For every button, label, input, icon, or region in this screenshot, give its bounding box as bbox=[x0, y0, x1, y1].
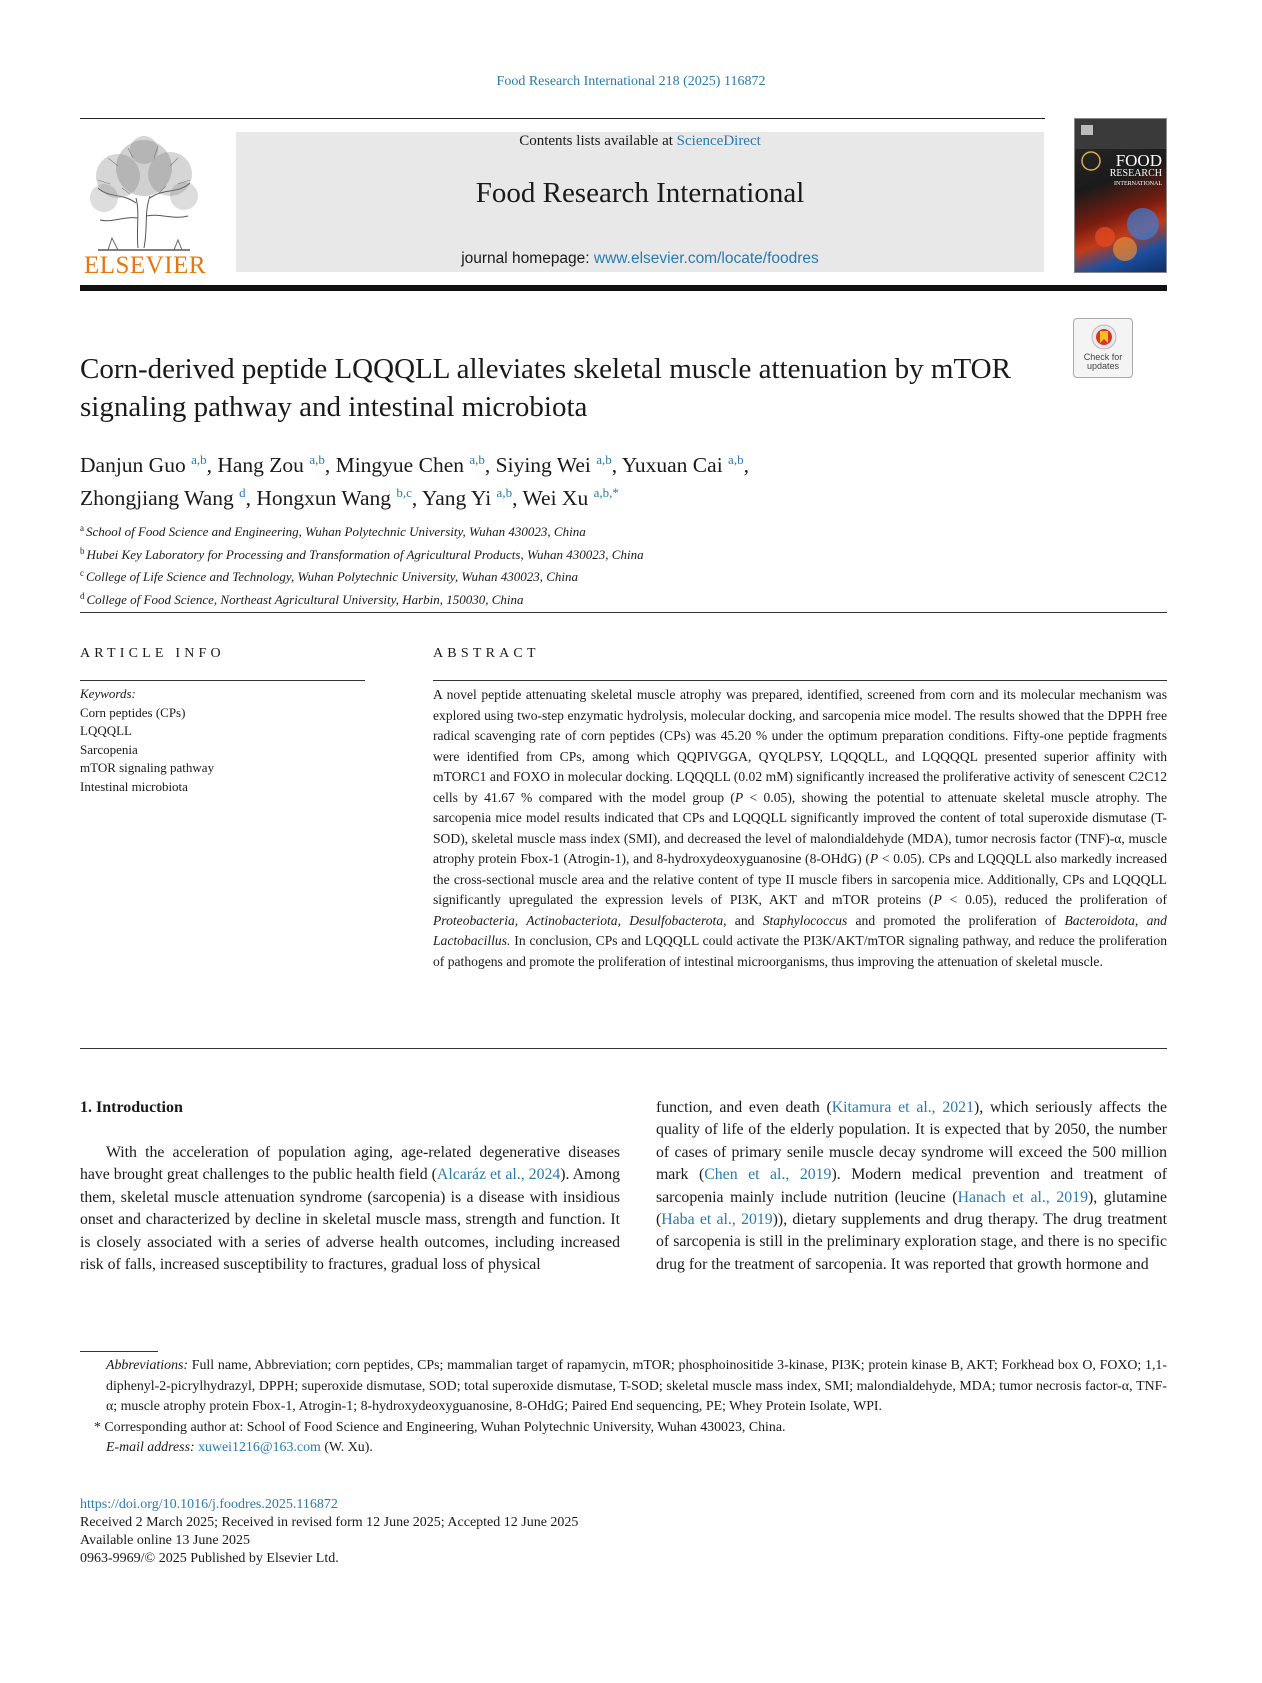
contents-prefix: Contents lists available at bbox=[519, 133, 677, 149]
affiliation-key: b bbox=[80, 545, 85, 556]
author-name[interactable]: Mingyue Chen bbox=[335, 453, 464, 477]
contents-line bbox=[236, 131, 1044, 151]
author-list: Danjun Guo $^{a,b}$, Hang Zou $^{a,b}$, Mingyue Chen $^{a,b}$, Siying Wei $^{a,b}$, Yuxuan Cai $^{a,b}$, Zhongjiang Wang $^d$, Hongxun Wang $^{b,c}$, Yang Yi $^{a,b}$, Wei Xu $^{a,b,*}$ bbox=[80, 452, 749, 510]
introduction-text: ), which seriously affects the quality of life of the elderly population. It is expected that by 2050, the number of cases of primary senile muscle decay syndrome will exceed the 500 million mark ( bbox=[656, 1099, 1167, 1184]
abstract-bottom-rule bbox=[80, 1048, 1167, 1049]
affiliation-row bbox=[80, 519, 1160, 542]
abstract-run: < 0.05), reduced the proliferation of bbox=[941, 892, 1167, 907]
introduction-text: )), dietary supplements and drug therapy. The drug treatment of sarcopenia is still in the preliminary exploration stage, and there is no specific drug for the treatment of sarcopenia. It was reported that growth hormone and bbox=[656, 1211, 1167, 1273]
introduction-text: ). Modern medical prevention and treatment of sarcopenia mainly include nutrition (leucine ( bbox=[656, 1166, 1167, 1206]
article-info-heading: ARTICLE INFO bbox=[80, 646, 225, 661]
abstract-italic-run: Staphylococcus bbox=[762, 912, 848, 928]
abstract-italic-run: Bacteroidota, and Lactobacillus. bbox=[433, 912, 1167, 948]
author-affiliation-marker[interactable]: a,b bbox=[496, 485, 513, 500]
introduction-right-column bbox=[656, 1097, 1167, 1276]
author-name[interactable]: Zhongjiang Wang bbox=[80, 486, 234, 510]
introduction-text: ), glutamine ( bbox=[656, 1188, 1167, 1229]
introduction-left-column bbox=[80, 1142, 620, 1276]
abbreviations-footnote bbox=[80, 1356, 1167, 1418]
citation-link[interactable]: Haba et al., 2019 bbox=[661, 1211, 773, 1229]
affiliation-text: Hubei Key Laboratory for Processing and Transformation of Agricultural Products, Wuhan 430023, China bbox=[86, 546, 644, 562]
abstract-italic-run: Proteobacteria, Actinobacteriota, Desulfobacterota, bbox=[433, 912, 727, 928]
keywords-label: Keywords: bbox=[80, 686, 136, 701]
author-name[interactable]: Danjun Guo bbox=[80, 453, 186, 477]
author-affiliation-marker[interactable]: a,b,* bbox=[593, 485, 619, 500]
affiliation-key: d bbox=[80, 590, 85, 601]
author-name[interactable]: Wei Xu bbox=[522, 486, 589, 510]
citation-link[interactable]: Alcaráz et al., 2024 bbox=[436, 1166, 561, 1184]
abstract-text bbox=[433, 685, 1167, 972]
cover-title-international: INTERNATIONAL bbox=[1114, 181, 1162, 187]
affiliation-key: a bbox=[80, 523, 84, 533]
keyword-item: Intestinal microbiota bbox=[80, 778, 188, 794]
bookmark-icon bbox=[1091, 324, 1117, 350]
homepage-link[interactable]: www.elsevier.com/locate/foodres bbox=[593, 250, 819, 267]
author-name[interactable]: Yuxuan Cai bbox=[621, 453, 723, 477]
introduction-heading: 1. Introduction bbox=[80, 1099, 183, 1116]
publication-info bbox=[80, 1496, 880, 1568]
email-link[interactable]: xuwei1216@163.com bbox=[198, 1440, 321, 1456]
author-affiliation-marker[interactable]: a,b bbox=[469, 452, 485, 467]
author-affiliation-marker[interactable]: a,b bbox=[728, 452, 744, 467]
affiliation-row bbox=[80, 542, 1160, 565]
author-affiliation-marker[interactable]: a,b bbox=[191, 452, 207, 467]
journal-banner bbox=[236, 132, 1044, 272]
affiliation-text: College of Life Science and Technology, Wuhan Polytechnic University, Wuhan 430023, China bbox=[86, 569, 579, 584]
affiliation-row bbox=[80, 587, 1160, 610]
author-name[interactable]: Hongxun Wang bbox=[256, 486, 391, 510]
abstract-run: and bbox=[726, 912, 763, 928]
header-thick-rule bbox=[80, 285, 1167, 291]
abstract-italic-run: P bbox=[933, 892, 942, 907]
author-affiliation-marker[interactable]: a,b bbox=[596, 452, 612, 467]
abbreviations-text: Full name, Abbreviation; corn peptides, CPs; mammalian target of rapamycin, mTOR; phosphoinositide 3-kinase, PI3K; protein kinase B, AKT; Forkhead box O, FOXO; 1,1-diphenyl-2-picrylhydrazyl, DPPH; superoxide dismutase, SOD; total superoxide dismutase, T-SOD; skeletal muscle mass index, SMI; malondialdehyde, MDA; tumor necrosis factor-α, TNF-α; muscle atrophy protein Fbox-1, Atrogin-1; 8-hydroxydeoxyguanosine, 8-OHdG; Paired End sequencing, PE; Whey Protein Isolate, WPI. bbox=[106, 1358, 1167, 1415]
keywords-list bbox=[80, 704, 360, 797]
homepage-line bbox=[236, 250, 1044, 268]
affiliation-row bbox=[80, 564, 1160, 587]
affiliation-list bbox=[80, 519, 1160, 609]
available-online: Available online 13 June 2025 bbox=[80, 1533, 251, 1548]
abstract-run: < 0.05), showing the potential to attenuate skeletal muscle atrophy. The sarcopenia mice model results indicated that CPs and LQQQLL significantly improved the content of total superoxide dismutase (T-SOD), skeletal muscle mass index (SMI), and decreased the level of malondialdehyde (MDA), tumor necrosis factor (TNF)-α, muscle atrophy protein Fbox-1 (Atrogin-1), and 8-hydroxydeoxyguanosine (8-OHdG) ( bbox=[433, 789, 1167, 866]
keyword-item: Sarcopenia bbox=[80, 741, 138, 757]
journal-title[interactable]: Food Research International bbox=[475, 177, 805, 209]
section-rule bbox=[80, 612, 1167, 613]
citation-link[interactable]: Hanach et al., 2019 bbox=[957, 1188, 1088, 1206]
keyword-item: mTOR signaling pathway bbox=[80, 760, 215, 775]
keyword-item: Corn peptides (CPs) bbox=[80, 704, 186, 720]
affiliation-text: School of Food Science and Engineering, Wuhan Polytechnic University, Wuhan 430023, China bbox=[86, 524, 586, 539]
journal-cover[interactable] bbox=[1074, 118, 1167, 273]
footnote-rule bbox=[80, 1351, 158, 1352]
email-label: E-mail address: bbox=[106, 1440, 195, 1456]
author-affiliation-marker[interactable]: a,b bbox=[309, 452, 325, 467]
corresponding-author-footnote: * Corresponding author at: School of Food Science and Engineering, Wuhan Polytechnic University, Wuhan 430023, China. bbox=[94, 1419, 786, 1435]
author-name[interactable]: Siying Wei bbox=[495, 453, 591, 477]
copyright: 0963-9969/© 2025 Published by Elsevier Ltd. bbox=[80, 1551, 339, 1566]
affiliation-key: c bbox=[80, 568, 84, 578]
check-for-updates-button[interactable] bbox=[1073, 318, 1133, 378]
abstract-rule bbox=[433, 680, 1167, 681]
check-for-updates-label: Check for updates bbox=[1083, 352, 1123, 371]
citation-link[interactable]: Kitamura et al., 2021 bbox=[831, 1099, 974, 1116]
introduction-paragraph bbox=[80, 1142, 620, 1276]
elsevier-wordmark[interactable]: ELSEVIER bbox=[83, 252, 207, 279]
affiliation-text: College of Food Science, Northeast Agricultural University, Harbin, 150030, China bbox=[86, 591, 524, 607]
footnotes bbox=[80, 1356, 1167, 1459]
abstract-run: In conclusion, CPs and LQQQLL could activate the PI3K/AKT/mTOR signaling pathway, and reduce the proliferation of pathogens and promote the proliferation of intestinal microorganisms, thus improving the attenuation of skeletal muscle. bbox=[433, 933, 1167, 969]
author-name[interactable]: Hang Zou bbox=[217, 453, 304, 477]
article-info-rule bbox=[80, 680, 365, 681]
journal-citation[interactable]: Food Research International 218 (2025) 116872 bbox=[496, 74, 766, 89]
keyword-item: LQQQLL bbox=[80, 723, 132, 738]
abstract-italic-run: P bbox=[869, 851, 879, 866]
email-footnote bbox=[80, 1438, 1167, 1459]
received-dates: Received 2 March 2025; Received in revised form 12 June 2025; Accepted 12 June 2025 bbox=[80, 1515, 579, 1530]
abstract-run: < 0.05). CPs and LQQQLL also markedly increased the cross-sectional muscle area and the relative content of type II muscle fibers in sarcopenia mice. Additionally, CPs and LQQQLL significantly upregulated the expression levels of PI3K, AKT and mTOR proteins ( bbox=[433, 851, 1167, 907]
introduction-text: With the acceleration of population aging, age-related degenerative diseases have brought great challenges to the public health field ( bbox=[80, 1144, 620, 1184]
abstract-run: and promoted the proliferation of bbox=[847, 912, 1065, 928]
abstract-italic-run: P bbox=[734, 789, 744, 805]
citation-link[interactable]: Chen et al., 2019 bbox=[704, 1166, 832, 1184]
introduction-text: ). Among them, skeletal muscle attenuation syndrome (sarcopenia) is a disease with insidious onset and characterized by decline in skeletal muscle mass, strength and function. It is closely associated with a series of adverse health outcomes, including increased risk of falls, increased susceptibility to fractures, gradual loss of physical bbox=[80, 1166, 620, 1274]
author-name[interactable]: Yang Yi bbox=[421, 486, 492, 510]
sciencedirect-link[interactable]: ScienceDirect bbox=[676, 133, 761, 149]
doi-link[interactable]: https://doi.org/10.1016/j.foodres.2025.116872 bbox=[80, 1497, 338, 1512]
author-affiliation-marker[interactable]: b,c bbox=[396, 485, 412, 500]
abstract-heading: ABSTRACT bbox=[433, 646, 540, 661]
email-suffix: (W. Xu). bbox=[320, 1440, 373, 1456]
cover-title-research: RESEARCH bbox=[1109, 168, 1162, 179]
abstract-run: A novel peptide attenuating skeletal muscle atrophy was prepared, identified, screened from corn and its molecular mechanism was explored using two-step enzymatic hydrolysis, molecular docking, and sarcopenia mice model. The results showed that the DPPH free radical scavenging rate of corn peptides (CPs) was 45.20 % under the optimum preparation conditions. Fifty-one peptide fragments were identified from CPs, among which QQPIVGGA, QYQLPSY, LQQQLL, and LQQQQL presented superior affinity with mTORC1 and FOXO in molecular docking. LQQQLL (0.02 mM) significantly increased the proliferative activity of senescent C2C12 cells by 41.67 % compared with the model group ( bbox=[433, 687, 1167, 805]
article-title: Corn-derived peptide LQQQLL alleviates skeletal muscle attenuation by mTOR signaling pathway and intestinal microbiota bbox=[80, 353, 1011, 423]
homepage-prefix: journal homepage: bbox=[461, 250, 594, 267]
cover-artwork bbox=[1075, 119, 1167, 273]
abbreviations-label: Abbreviations: bbox=[106, 1358, 189, 1373]
author-affiliation-marker[interactable]: d bbox=[239, 485, 246, 500]
introduction-text: function, and even death ( bbox=[656, 1099, 832, 1116]
cover-title-food: FOOD bbox=[1115, 151, 1162, 170]
header-rule bbox=[80, 118, 1045, 119]
keywords-block bbox=[80, 685, 360, 796]
